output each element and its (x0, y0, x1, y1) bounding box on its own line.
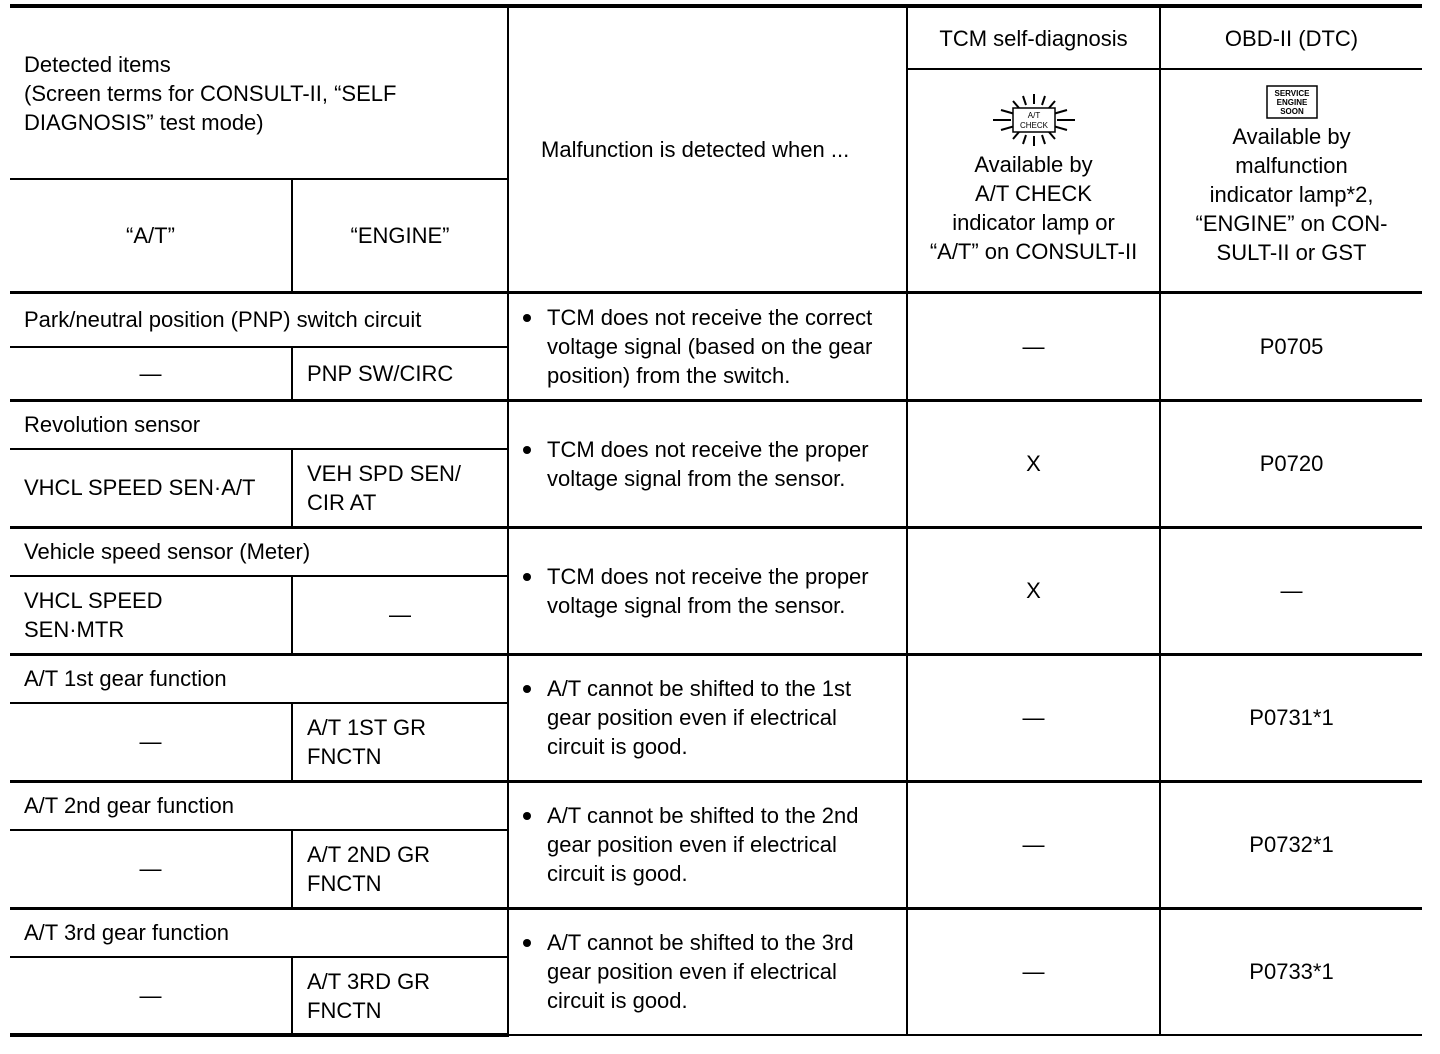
malfunction-header: Malfunction is detected when ... (508, 6, 907, 292)
engine-screen-term (292, 449, 508, 527)
table-row (10, 908, 1422, 957)
obd-availability-cell (1160, 69, 1422, 292)
detected-item-name: A/T 1st gear function (10, 654, 508, 703)
engine-screen-term: PNP SW/CIRC (292, 347, 508, 400)
bullet-icon (523, 939, 531, 947)
at-term-line: VHCL SPEED (24, 587, 163, 613)
malfunction-condition (508, 292, 907, 400)
bullet-icon (523, 314, 531, 322)
condition-line: TCM does not receive the proper (547, 563, 869, 589)
malfunction-condition (508, 908, 907, 1035)
malfunction-condition (508, 400, 907, 527)
engine-screen-term (292, 830, 508, 908)
condition-line: TCM does not receive the correct (547, 304, 873, 330)
condition-line: gear position even if electrical (547, 959, 837, 985)
dtc-code: P0731*1 (1160, 654, 1422, 781)
condition-line: position) from the switch. (547, 362, 791, 388)
dtc-code: P0732*1 (1160, 781, 1422, 908)
engine-term-line: A/T 2ND GR (307, 841, 431, 867)
condition-line: voltage signal from the sensor. (547, 592, 846, 618)
tcm-value: — (907, 292, 1160, 400)
obd-desc-line-2: malfunction (1235, 153, 1348, 178)
lamp-text-soon: SOON (1279, 107, 1304, 116)
engine-term-line: FNCTN (307, 997, 382, 1023)
bullet-icon (523, 812, 531, 820)
condition-line: circuit is good. (547, 861, 688, 886)
engine-term-line: A/T 3RD GR (307, 968, 431, 994)
detected-item-name: A/T 3rd gear function (10, 908, 508, 957)
tcm-desc-line-2: A/T CHECK (975, 181, 1092, 206)
at-screen-term: — (10, 703, 292, 781)
detected-items-header (10, 6, 508, 179)
detected-item-name: A/T 2nd gear function (10, 781, 508, 830)
detected-item-name: Revolution sensor (10, 400, 508, 449)
condition-line: gear position even if electrical (547, 705, 837, 730)
at-screen-term: — (10, 957, 292, 1035)
obd-desc-line-3: indicator lamp*2, (1209, 182, 1374, 207)
dtc-table (10, 4, 1422, 1037)
at-screen-term (10, 576, 292, 654)
detected-item-name: Park/neutral position (PNP) switch circuit (10, 292, 508, 347)
obd-desc-line-5: SULT-II or GST (1216, 240, 1367, 265)
condition-line: voltage signal from the sensor. (547, 465, 846, 491)
table-row (10, 400, 1422, 449)
tcm-self-diagnosis-header: TCM self-diagnosis (907, 6, 1160, 69)
at-screen-term: VHCL SPEED SEN·A/T (10, 449, 292, 527)
malfunction-condition (508, 527, 907, 654)
condition-line: gear position even if electrical (547, 832, 837, 857)
dtc-code: P0705 (1160, 292, 1422, 400)
tcm-value: X (907, 400, 1160, 527)
tcm-value: — (907, 781, 1160, 908)
lamp-text-at: A/T (1027, 111, 1040, 120)
detected-item-name: Vehicle speed sensor (Meter) (10, 527, 508, 576)
engine-screen-term: — (292, 576, 508, 654)
dtc-code: — (1160, 527, 1422, 654)
at-screen-term: — (10, 347, 292, 400)
at-screen-term: — (10, 830, 292, 908)
tcm-value: — (907, 654, 1160, 781)
detected-items-line-1: Detected items (24, 51, 171, 77)
engine-screen-term (292, 703, 508, 781)
table-row (10, 654, 1422, 703)
condition-line: A/T cannot be shifted to the 2nd (547, 803, 859, 828)
lamp-text-service: SERVICE (1274, 89, 1310, 98)
dtc-code: P0733*1 (1160, 908, 1422, 1035)
condition-line: A/T cannot be shifted to the 3rd (547, 930, 854, 956)
obd-desc-line-4: “ENGINE” on CON- (1195, 211, 1388, 236)
table-row (10, 781, 1422, 830)
obd-desc-line-1: Available by (1232, 124, 1351, 149)
document-page (10, 0, 1422, 1054)
engine-term-line: CIR AT (307, 489, 377, 515)
table-row (10, 527, 1422, 576)
tcm-value: X (907, 527, 1160, 654)
obd-dtc-header: OBD-II (DTC) (1160, 6, 1422, 69)
at-term-line: SEN·MTR (24, 616, 125, 642)
condition-line: circuit is good. (547, 988, 688, 1014)
tcm-desc-line-1: Available by (974, 152, 1093, 177)
engine-term-line: FNCTN (307, 870, 382, 896)
tcm-value: — (907, 908, 1160, 1035)
engine-term-line: FNCTN (307, 743, 382, 769)
bullet-icon (523, 685, 531, 693)
condition-line: A/T cannot be shifted to the 1st (547, 676, 852, 701)
at-check-lamp-icon (989, 92, 1079, 148)
at-column-header: “A/T” (10, 179, 292, 292)
detected-items-line-3: DIAGNOSIS” test mode) (24, 109, 264, 135)
lamp-text-engine: ENGINE (1276, 98, 1307, 107)
engine-column-header: “ENGINE” (292, 179, 508, 292)
engine-term-line: VEH SPD SEN/ (307, 460, 462, 486)
dtc-code: P0720 (1160, 400, 1422, 527)
tcm-availability-cell (907, 69, 1160, 292)
engine-screen-term (292, 957, 508, 1035)
malfunction-condition (508, 781, 907, 908)
header-row-1 (10, 6, 1422, 69)
tcm-desc-line-3: indicator lamp or (952, 210, 1115, 235)
lamp-text-check: CHECK (1019, 121, 1048, 130)
engine-term-line: A/T 1ST GR (307, 714, 427, 740)
bullet-icon (523, 573, 531, 581)
condition-line: circuit is good. (547, 734, 688, 759)
condition-line: voltage signal (based on the gear (547, 333, 873, 359)
detected-items-line-2: (Screen terms for CONSULT-II, “SELF (24, 80, 397, 106)
table-row (10, 292, 1422, 347)
service-engine-soon-lamp-icon (1265, 84, 1319, 120)
condition-line: TCM does not receive the proper (547, 436, 869, 462)
malfunction-condition (508, 654, 907, 781)
tcm-desc-line-4: “A/T” on CONSULT-II (929, 239, 1138, 264)
bullet-icon (523, 446, 531, 454)
